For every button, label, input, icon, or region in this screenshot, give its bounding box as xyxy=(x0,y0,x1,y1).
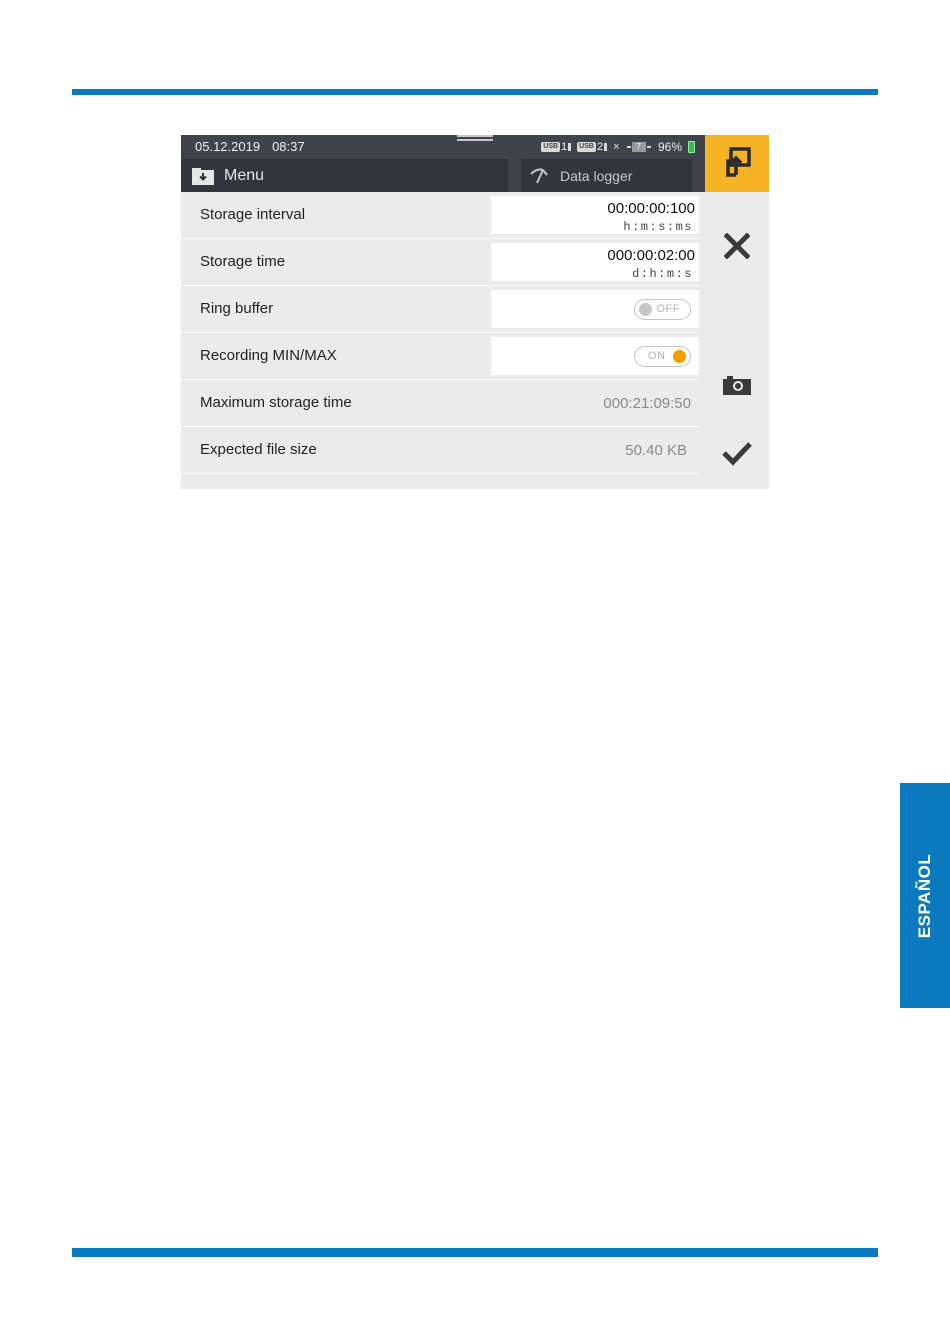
toggle-knob xyxy=(673,350,686,363)
setting-label: Maximum storage time xyxy=(200,394,352,411)
setting-row-recording-minmax xyxy=(181,333,699,380)
setting-row-ring-buffer xyxy=(181,286,699,333)
setting-value: 00:00:00:100 xyxy=(607,200,695,217)
setting-row-storage-time xyxy=(181,239,699,286)
storage-interval-input[interactable] xyxy=(491,196,699,234)
setting-row-storage-interval xyxy=(181,192,699,239)
setting-row-max-storage-time xyxy=(181,380,699,427)
settings-list xyxy=(181,192,699,474)
setting-label: Storage interval xyxy=(200,206,306,223)
toggle-knob xyxy=(639,303,652,316)
side-panel xyxy=(705,135,769,489)
usb1-icon: USB 1 xyxy=(541,141,571,153)
usb2-icon: USB 2 xyxy=(577,141,607,153)
top-rule xyxy=(72,89,878,95)
menu-label: Menu xyxy=(224,167,265,184)
setting-format: d:h:m:s xyxy=(632,267,693,281)
recording-minmax-field xyxy=(491,337,699,375)
recording-minmax-toggle[interactable] xyxy=(634,346,691,367)
menu-button[interactable] xyxy=(181,159,508,192)
battery-icon xyxy=(688,141,695,153)
storage-time-input[interactable] xyxy=(491,243,699,281)
device-screen xyxy=(181,135,769,489)
ring-buffer-toggle[interactable] xyxy=(634,299,691,320)
cancel-button[interactable] xyxy=(705,233,769,259)
toggle-state: ON xyxy=(648,350,666,362)
confirm-button[interactable] xyxy=(705,440,769,466)
setting-label: Recording MIN/MAX xyxy=(200,347,337,364)
ring-buffer-field xyxy=(491,290,699,328)
home-return-button[interactable] xyxy=(705,135,769,192)
setting-row-expected-file-size xyxy=(181,427,699,474)
language-label: ESPAÑOL xyxy=(915,853,934,938)
data-logger-icon xyxy=(529,166,551,184)
max-storage-time-value: 000:21:09:50 xyxy=(603,395,691,412)
toggle-state: OFF xyxy=(656,303,680,315)
screenshot-button[interactable] xyxy=(705,375,769,395)
data-logger-tab[interactable] xyxy=(521,159,692,192)
status-icons xyxy=(541,140,695,154)
disconnected-icon: × xyxy=(613,141,620,153)
expected-file-size-value: 50.40 KB xyxy=(625,442,687,459)
close-icon xyxy=(724,233,750,259)
memory-card-icon: 7 xyxy=(626,142,652,152)
bottom-rule xyxy=(72,1248,878,1257)
setting-format: h:m:s:ms xyxy=(623,220,693,234)
setting-label: Storage time xyxy=(200,253,286,270)
title-bar xyxy=(181,159,705,192)
battery-percent: 96% xyxy=(657,140,682,154)
camera-icon xyxy=(723,375,751,395)
pull-down-handle[interactable] xyxy=(457,135,493,141)
menu-folder-icon xyxy=(192,168,214,185)
module-label: Data logger xyxy=(560,168,633,184)
setting-label: Ring buffer xyxy=(200,300,274,317)
status-bar xyxy=(181,135,705,159)
datetime xyxy=(195,139,305,154)
home-return-icon xyxy=(722,147,752,179)
language-tab xyxy=(900,783,950,1008)
setting-label: Expected file size xyxy=(200,441,317,458)
status-time: 08:37 xyxy=(272,139,305,154)
checkmark-icon xyxy=(721,440,753,466)
status-date: 05.12.2019 xyxy=(195,139,261,154)
setting-value: 000:00:02:00 xyxy=(607,247,695,264)
